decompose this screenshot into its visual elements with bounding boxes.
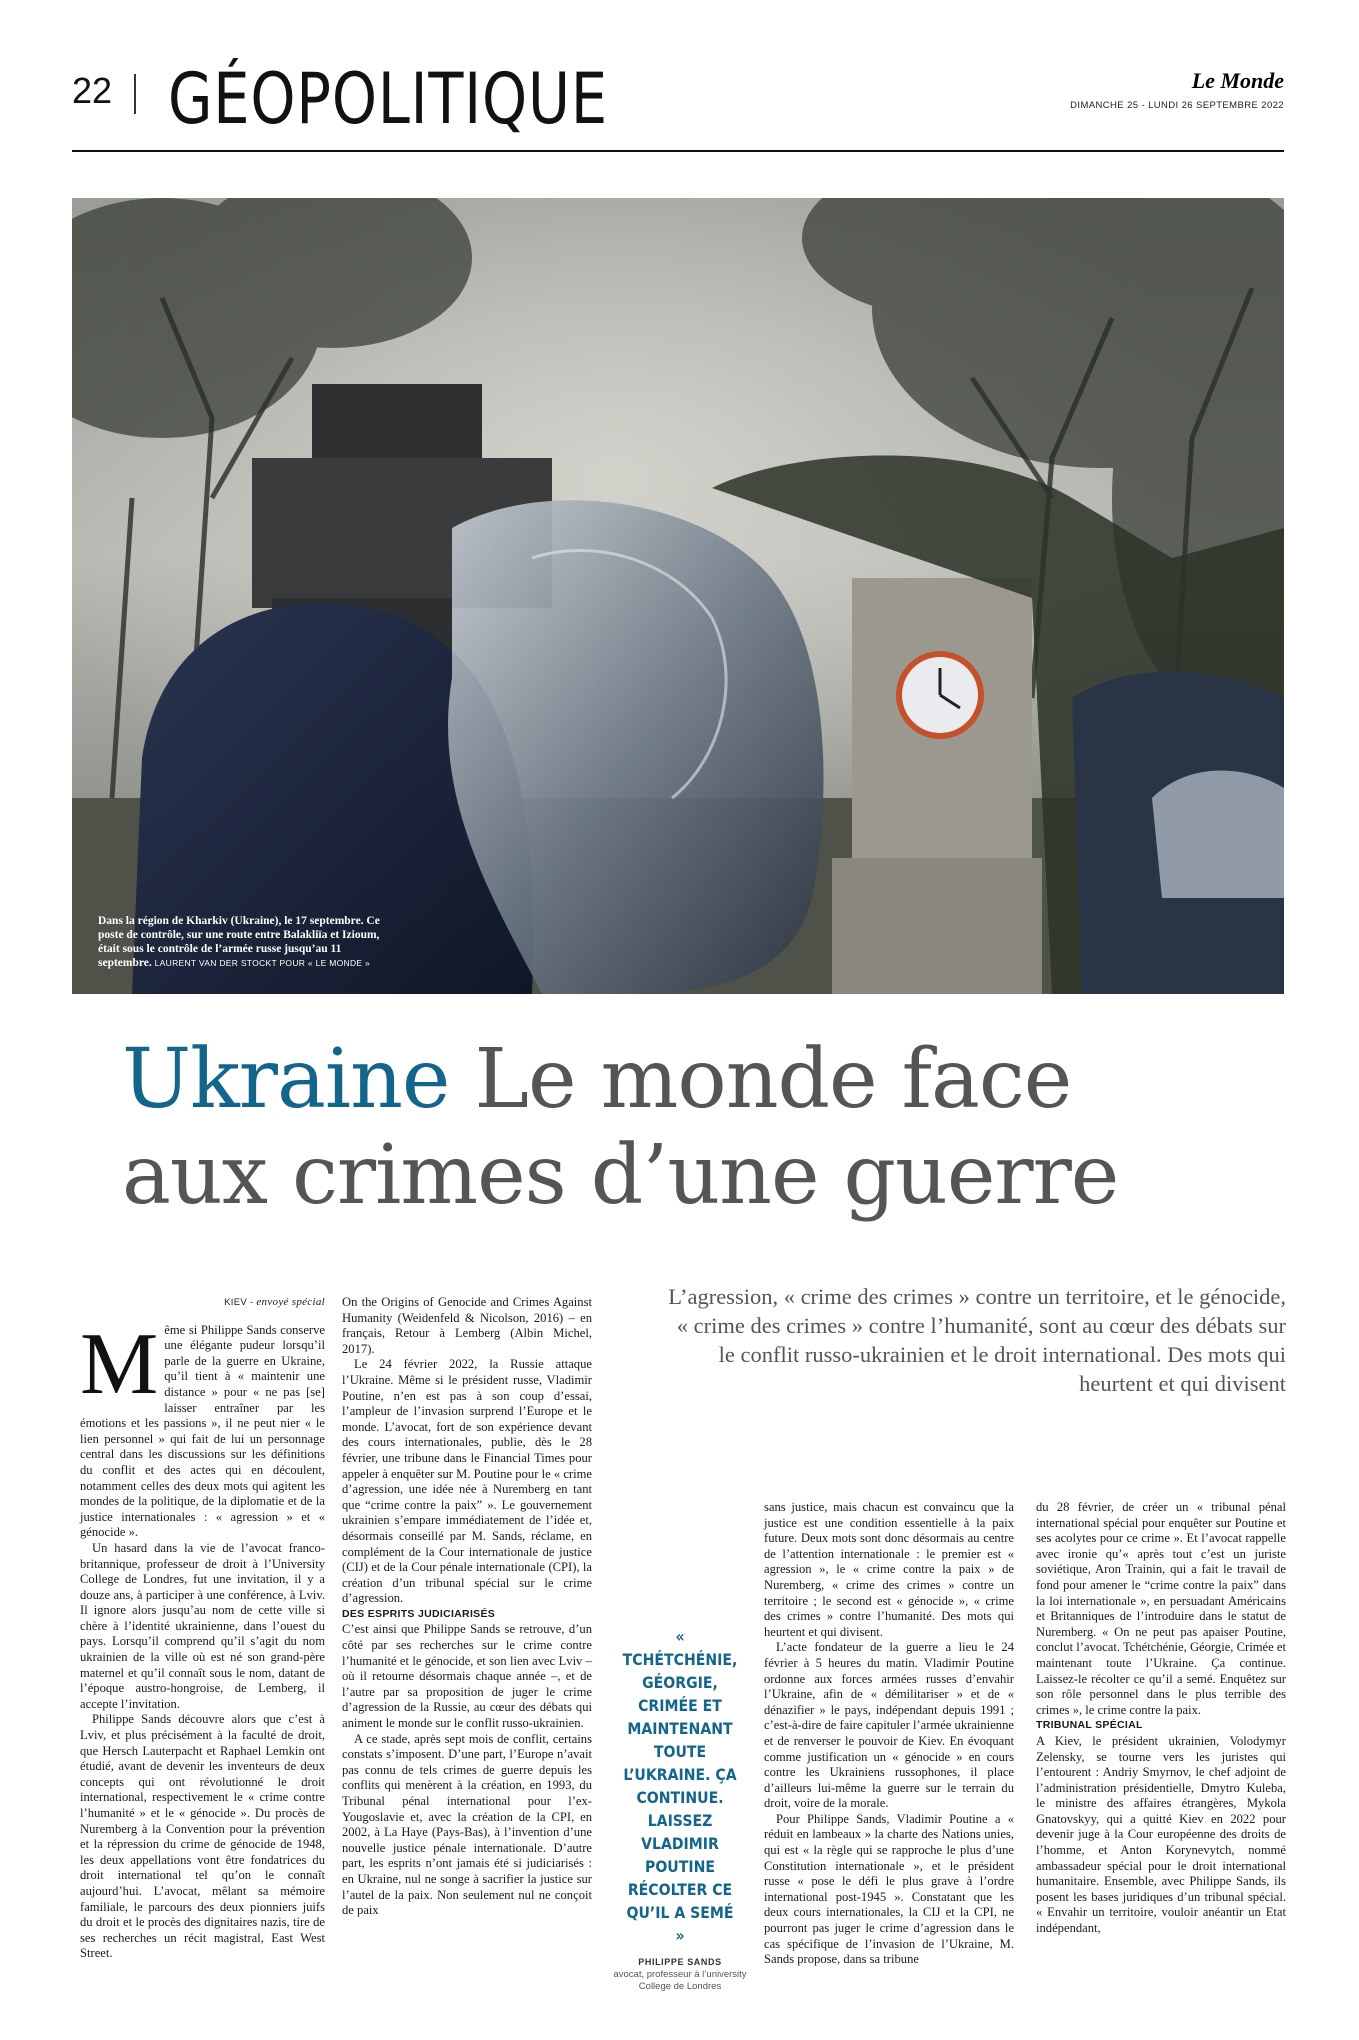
paragraph: Philippe Sands découvre alors que c’est à Lviv, et plus précisément à la faculté de droit, que Hersch Lauterpacht et Raphael Lemkin ont étudié, avant de devenir les inventeurs de deux concepts qui ont révolutionné le droit international, respectivement le « crime contre l’humanité » et le « génocide ». Du procès de Nuremberg à la Convention pour la prévention et la répression du crime de génocide de 1948, les deux appellations vont être fondatrices du droit international tel qu’on le connaît aujourd’hui. L’avocat, mêlant sa mémoire familiale, le parcours des deux pionniers juifs du droit et le procès des dignitaires nazis, tire de ses recherches un récit magistral, East West Street. bbox=[80, 1712, 325, 1961]
headline bbox=[122, 1032, 1292, 1224]
byline bbox=[80, 1295, 325, 1311]
paragraph: A ce stade, après sept mois de conflit, certains constats s’imposent. D’une part, l’Europe n’avait pas connu de tels crimes de guerre depuis les conflits qui menèrent à la création, en 1993, du Tribunal pénal international pour l’ex-Yougoslavie et, avec la création de la CPI, en 2002, à La Haye (Pays-Bas), à l’invention d’une nouvelle justice pénale internationale. D’autre part, les esprits n’ont jamais été si judiciarisés : en Ukraine, nul ne songe à sacrifier la justice sur l’autel de la paix. Non seulement nul ne conçoit de paix bbox=[342, 1731, 592, 1918]
page-number-divider bbox=[134, 74, 136, 114]
article-column-3 bbox=[764, 1500, 1014, 1968]
headline-kicker: Ukraine bbox=[122, 1032, 450, 1127]
paragraph: sans justice, mais chacun est convaincu que la justice est une condition essentielle à la paix future. Deux mots sont donc désormais au centre de l’attention internationale : le premier est « agression », le « crime contre la paix » de Nuremberg, « crime des crimes » contre un territoire ; le second est « génocide », « crime des crimes » contre l’humanité. Des mots qui heurtent et qui divisent. bbox=[764, 1500, 1014, 1639]
article-standfirst: L’agression, « crime des crimes » contre un territoire, et le génocide, « crime des crimes » contre l’humanité, sont au cœur des débats sur le conflit russo-ukrainien et le droit international. Des mots qui heurtent et qui divisent bbox=[668, 1284, 1286, 1396]
article-column-1 bbox=[80, 1295, 325, 1962]
photo-credit: LAURENT VAN DER STOCKT POUR « LE MONDE » bbox=[154, 958, 371, 968]
subhead: DES ESPRITS JUDICIARISÉS bbox=[342, 1607, 496, 1620]
paragraph: On the Origins of Genocide and Crimes Against Humanity (Weidenfeld & Nicolson, 2016) – en français, Retour à Lemberg (Albin Michel, 2017). bbox=[342, 1295, 592, 1356]
paragraph: Un hasard dans la vie de l’avocat franco-britannique, professeur de droit à l’University College de Londres, fut une invitation, il y a douze ans, à participer à une conférence, à Lviv. Il ignore alors jusqu’au nom de cette ville si chère à l’identité ukrainienne, dans l’ouest du pays. Lorsqu’il comprend qu’il s’agit du nom ukrainien de la ville où est né son grand-père maternel et qu’il connaît sous le nom, datant de l’époque austro-hongroise, de Lemberg, il accepte l’invitation. bbox=[80, 1540, 325, 1711]
paragraph: C’est ainsi que Philippe Sands se retrouve, d’un côté par ses recherches sur le crime contre l’humanité et le génocide, et son lien avec Lviv – où il retourne désormais chaque année –, et de l’autre par sa proposition de juger le crime d’agression de la Russie, au cœur des débats qui animent le monde sur le conflit russo-ukrainien. bbox=[342, 1622, 592, 1731]
headline-line2: aux crimes d’une guerre bbox=[122, 1128, 1119, 1223]
section-title: GÉOPOLITIQUE bbox=[168, 58, 608, 140]
drop-cap: M bbox=[80, 1315, 159, 1413]
paragraph: L’acte fondateur de la guerre a lieu le 24 février à 5 heures du matin. Vladimir Poutine ordonne aux forces armées russes d’envahir l’Ukraine, afin de « démilitariser » et de « dénazifier » le pays, indépendant depuis 1991 ; c’est-à-dire de faire capituler l’armée ukrainienne et de renverser le pouvoir de Kiev. En évoquant comme justification un « génocide » en cours contre les Ukrainiens russophones, il place d’ailleurs lui-même la guerre sur le terrain du droit, voire de la morale. bbox=[764, 1640, 1014, 1811]
pull-quote-author: PHILIPPE SANDS bbox=[638, 1957, 722, 1967]
byline-role: envoyé spécial bbox=[256, 1296, 325, 1308]
article-column-2 bbox=[342, 1295, 592, 1919]
page-header bbox=[72, 58, 1284, 153]
paragraph bbox=[80, 1315, 325, 1541]
lead-photo bbox=[72, 198, 1284, 994]
pull-quote bbox=[612, 1625, 748, 1993]
article-column-4 bbox=[1036, 1500, 1286, 1937]
byline-place: KIEV - bbox=[224, 1297, 254, 1308]
paragraph: Pour Philippe Sands, Vladimir Poutine a « réduit en lambeaux » la charte des Nations unies, qui est « la règle qui se rapproche le plus d’une Constitution internationale », et le président russe « pose le défi le plus grave à l’ordre international post-1945 ». Constatant que les deux cours internationales, la CIJ et la CPI, ne pourront pas juger le crime d’agression dans le cas spécifique de l’invasion de l’Ukraine, M. Sands propose, dans sa tribune bbox=[764, 1811, 1014, 1967]
paragraph: Le 24 février 2022, la Russie attaque l’Ukraine. Même si le président russe, Vladimir Poutine, n’en est pas à son coup d’essai, l’ampleur de l’invasion surprend l’Europe et le monde. L’avocat, fort de son expérience devant des cours internationales, publie, dès le 28 février, une tribune dans le Financial Times pour appeler à enquêter sur M. Poutine pour le « crime d’agression, une idée née à Nuremberg en tant que “crime contre la paix” ». Le gouvernement ukrainien s’empare immédiatement de l’idée et, désormais conseillé par M. Sands, réclame, en complément de la Cour internationale de justice (CIJ) et de la Cour pénale internationale (CPI), la création d’un tribunal spécial sur le crime d’agression. bbox=[342, 1357, 592, 1606]
pull-quote-text: « TCHÉTCHÉNIE, GÉORGIE, CRIMÉE ET MAINTENANT TOUTE L’UKRAINE. ÇA CONTINUE. LAISSEZ VLADIMIR POUTINE RÉCOLTER CE QU’IL A SEMÉ » bbox=[622, 1627, 738, 1945]
paragraph: A Kiev, le président ukrainien, Volodymyr Zelensky, se tourne vers les juristes qui l’entourent : Andriy Smyrnov, le chef adjoint de l’administration présidentielle, Dmytro Kuleba, le ministre des affaires étrangères, Mykola Gnatovskyy, qui a quitté Kiev en 2022 pour devenir juge à la Cour européenne des droits de l’homme, et Anton Korynevytch, nommé ambassadeur spécial pour le droit international humanitaire. Ensemble, avec Philippe Sands, ils posent les bases juridiques d’un tribunal spécial. « Envahir un territoire, vouloir anéantir un Etat indépendant, bbox=[1036, 1733, 1286, 1936]
subhead: TRIBUNAL SPÉCIAL bbox=[1036, 1719, 1143, 1732]
checkpoint-photo-illustration bbox=[72, 198, 1284, 994]
headline-line1: Le monde face bbox=[474, 1032, 1072, 1127]
paragraph: du 28 février, de créer un « tribunal pénal international spécial pour enquêter sur Poutine et ses acolytes pour ce crime ». Et l’avocat rappelle avec ironie qu’« après tout c’est un juriste soviétique, Aron Trainin, qui a fait le travail de fond pour amener le “crime contre la paix” dans la loi internationale », en persuadant Américains et Britanniques de l’introduire dans le statut de Nuremberg. « On ne peut pas apaiser Poutine, conclut l’avocat. Tchétchénie, Géorgie, Crimée et maintenant toute l’Ukraine. Ça continue. Laissez-le récolter ce qu’il a semé. Enquêtez sur son rôle personnel dans le plus terrible des crimes », le crime contre la paix. bbox=[1036, 1500, 1286, 1717]
page-number: 22 bbox=[72, 70, 113, 111]
caption-text: Dans la région de Kharkiv (Ukraine), le 17 septembre. Ce poste de contrôle, sur une route entre Balakliïa et Izioum, était sous le contrôle de l’armée russe jusqu’au 11 septembre. bbox=[98, 915, 380, 969]
photo-caption bbox=[98, 914, 388, 970]
newspaper-logo: Le Monde bbox=[1191, 68, 1284, 93]
pull-quote-role: avocat, professeur à l’university College de Londres bbox=[613, 1969, 747, 1992]
issue-date: DIMANCHE 25 - LUNDI 26 SEPTEMBRE 2022 bbox=[1070, 100, 1284, 111]
header-rule bbox=[72, 150, 1284, 152]
paragraph-text: ême si Philippe Sands conserve une élégante pudeur lorsqu’il parle de la guerre en Ukraine, qu’il tient à « maintenir une distance » pour « ne pas [se] laisser entraîner par les émotions et les passions », il ne peut nier « le lien personnel » qui fait de lui un personnage central dans les discussions sur les définitions du conflit et des actes qui en découlent, notamment celles des deux mots qui agitent les mondes de la politique, de la diplomatie et de la justice internationales : « agression » et « génocide ». bbox=[80, 1322, 325, 1540]
